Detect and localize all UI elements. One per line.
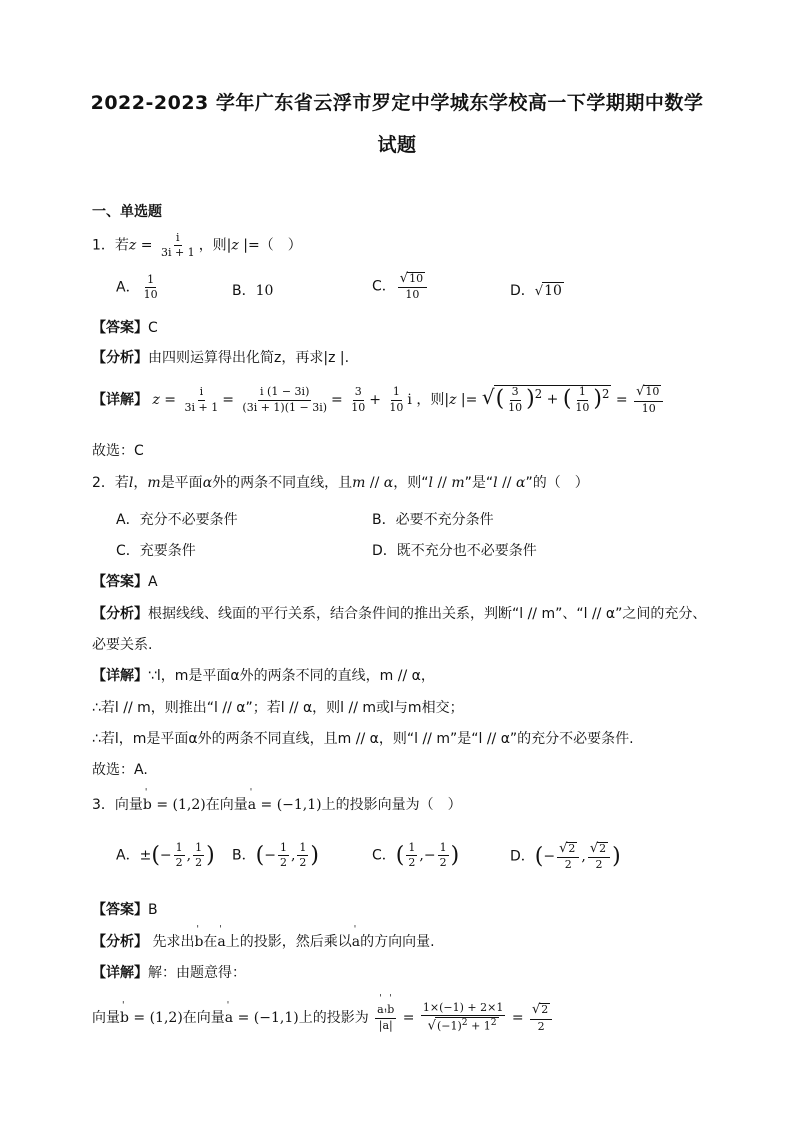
q1-conclusion: 故选：C <box>92 443 144 459</box>
q3-option-b: B．(− $\frac{1}{2}$ , $\frac{1}{2}$ ) <box>232 841 319 870</box>
q2-analysis-cont: 必要关系. <box>92 637 153 653</box>
q3-option-d: D．(− $\frac{√2}{2}$ , $\frac{√2}{2}$ ) <box>510 841 621 872</box>
q1-option-a: A． $\frac{1}{10}$ <box>116 273 158 302</box>
q1-stem: 1．若z = $\frac{i}{3i + 1}$ ，则|z |=（ ） <box>92 231 302 260</box>
q1-option-b: B．10 <box>232 283 274 299</box>
q3-detail-formula: 向量' b = (1,2)在向量' a = (−1,1)上的投影为 ' $\frac{a\cdot' b}{|' a|}$ = $\frac{1\times(-1) + 2\times 1}{√(-1)^2 + 1^2}$ = $\frac{√2}{2}$ <box>92 1002 554 1034</box>
q1-analysis: 【分析】由四则运算得出化简z，再求|z |. <box>92 350 350 366</box>
q2-conclusion: 故选：A. <box>92 762 148 778</box>
q1-option-c: C． $\frac{√10}{10}$ <box>372 272 429 301</box>
q2-detail-line3: ∴若l，m是平面α外的两条不同直线，且m // α，则“l // m”是“l // α”的充分不必要条件. <box>92 731 634 747</box>
q3-analysis: 【分析】 先求出' b在' a上的投影，然后乘以' a的方向向量. <box>92 934 435 951</box>
document-title-line2: 试题 <box>377 134 417 156</box>
q1-answer: 【答案】C <box>92 320 158 336</box>
q1-detail: 【详解】 z = $\frac{i}{3i + 1}$ = $\frac{i (1 - 3i)}{(3i + 1)(1 - 3i)}$ = $\frac{3}{10}$ + $\frac{1}{10}$ i ，则|z |= √( $\frac{3}{10}$ )$^2$ + ( $\frac{1}{10}$ )$^2$ = $\frac{√10}{10}$ <box>92 385 665 415</box>
q3-detail: 【详解】解：由题意得： <box>92 965 246 981</box>
section-heading: 一、单选题 <box>92 204 162 220</box>
q3-answer: 【答案】B <box>92 902 158 918</box>
q2-stem: 2．若l，m是平面α外的两条不同直线，且m // α，则“l // m”是“l // α”的（ ） <box>92 475 589 491</box>
q2-option-b: B．必要不充分条件 <box>372 512 494 528</box>
q3-option-c: C．( $\frac{1}{2}$ ,− $\frac{1}{2}$ ) <box>372 841 460 870</box>
q2-answer: 【答案】A <box>92 574 158 590</box>
q2-option-d: D．既不充分也不必要条件 <box>372 543 537 559</box>
q2-option-a: A．充分不必要条件 <box>116 512 238 528</box>
q2-detail-line2: ∴若l // m，则推出“l // α”；若l // α，则l // m或l与m相交； <box>92 700 464 716</box>
q1-option-d: D．√10 <box>510 283 562 299</box>
q2-option-c: C．充要条件 <box>116 543 196 559</box>
q2-detail: 【详解】∵l，m是平面α外的两条不同的直线，m // α， <box>92 668 435 684</box>
q3-stem: 3．向量' b = (1,2)在向量' a = (−1,1)上的投影向量为（ ） <box>92 797 462 814</box>
q3-option-a: A．±(− $\frac{1}{2}$ , $\frac{1}{2}$ ) <box>116 841 215 870</box>
document-title: 2022-2023 学年广东省云浮市罗定中学城东学校高一下学期期中数学 <box>90 92 704 114</box>
q2-analysis: 【分析】根据线线、线面的平行关系，结合条件间的推出关系，判断“l // m”、“l // α”之间的充分、 <box>92 606 707 622</box>
